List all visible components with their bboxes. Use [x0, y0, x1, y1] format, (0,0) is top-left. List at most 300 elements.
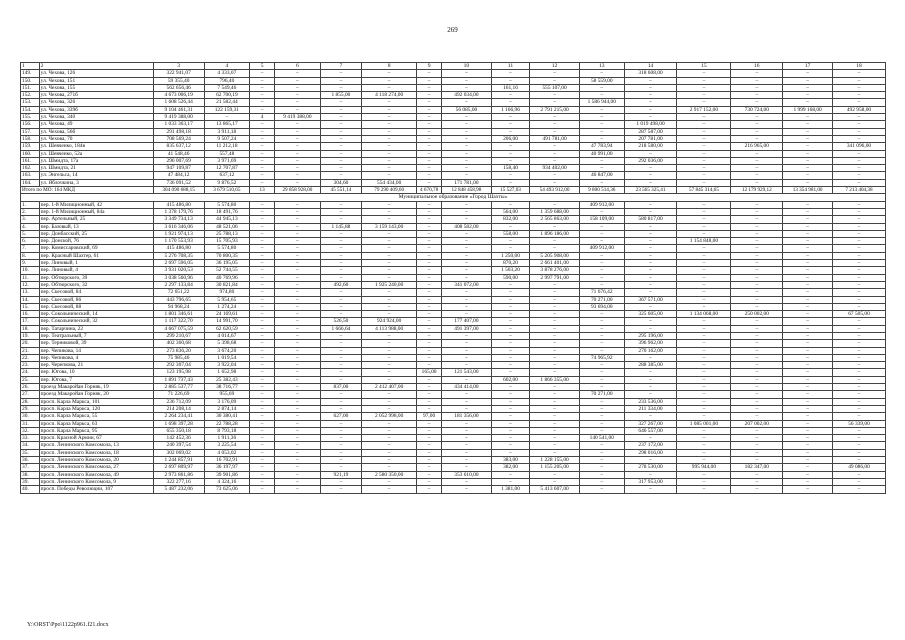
- value-cell: 1 855,00: [320, 92, 361, 99]
- total-value-cell: 54 493 912,00: [530, 187, 580, 194]
- value-cell: –: [783, 413, 833, 420]
- value-cell: –: [417, 106, 442, 113]
- table-row: [21, 332, 886, 339]
- page-number: 269: [447, 26, 458, 34]
- value-cell: 3 038 560,96: [153, 274, 204, 281]
- value-cell: –: [731, 238, 783, 245]
- value-cell: –: [275, 376, 321, 383]
- value-cell: 1 999 168,00: [783, 106, 833, 113]
- value-cell: –: [442, 449, 492, 456]
- value-cell: –: [320, 216, 361, 223]
- value-cell: –: [677, 172, 731, 179]
- value-cell: 97,00: [417, 413, 442, 420]
- value-cell: –: [624, 281, 677, 288]
- value-cell: –: [362, 216, 417, 223]
- value-cell: –: [320, 252, 361, 259]
- value-cell: –: [250, 413, 275, 420]
- value-cell: –: [362, 150, 417, 157]
- value-cell: –: [833, 427, 886, 434]
- value-cell: –: [320, 478, 361, 485]
- value-cell: –: [530, 223, 580, 230]
- value-cell: –: [491, 354, 529, 361]
- value-cell: –: [833, 267, 886, 274]
- value-cell: –: [783, 442, 833, 449]
- value-cell: 67 505,00: [833, 311, 886, 318]
- value-cell: –: [442, 420, 492, 427]
- value-cell: –: [204, 114, 250, 121]
- value-cell: 299 210,67: [153, 332, 204, 339]
- value-cell: –: [417, 296, 442, 303]
- table-row: [21, 106, 886, 113]
- value-cell: –: [417, 384, 442, 391]
- value-cell: –: [275, 478, 321, 485]
- value-cell: –: [579, 179, 624, 186]
- value-cell: –: [275, 435, 321, 442]
- row-number-cell: 163.: [21, 172, 40, 179]
- value-cell: –: [624, 471, 677, 478]
- value-cell: 1 801 346,61: [153, 311, 204, 318]
- value-cell: –: [677, 398, 731, 405]
- value-cell: –: [579, 362, 624, 369]
- value-cell: –: [417, 157, 442, 164]
- value-cell: –: [250, 354, 275, 361]
- value-cell: 353 610,00: [442, 471, 492, 478]
- value-cell: –: [783, 157, 833, 164]
- value-cell: –: [362, 449, 417, 456]
- value-cell: –: [677, 70, 731, 77]
- table-row: [21, 165, 886, 172]
- value-cell: –: [417, 92, 442, 99]
- value-cell: –: [833, 281, 886, 288]
- value-cell: 207 002,00: [731, 420, 783, 427]
- address-cell: пер. Скесовой, 86: [39, 296, 153, 303]
- value-cell: 70 271,00: [579, 296, 624, 303]
- value-cell: –: [530, 427, 580, 434]
- value-cell: 237 172,00: [624, 442, 677, 449]
- value-cell: 602,00: [491, 376, 529, 383]
- address-cell: просп. Ленинского Комсомола, 20: [39, 457, 153, 464]
- value-cell: –: [579, 332, 624, 339]
- value-cell: –: [624, 486, 677, 493]
- value-cell: 367 571,00: [624, 296, 677, 303]
- value-cell: –: [362, 362, 417, 369]
- value-cell: –: [783, 99, 833, 106]
- row-number-cell: 28.: [21, 398, 40, 405]
- address-cell: пер. Линовый, 4: [39, 267, 153, 274]
- total-value-cell: 7 213 404,38: [833, 187, 886, 194]
- value-cell: –: [783, 478, 833, 485]
- value-cell: –: [833, 347, 886, 354]
- value-cell: –: [624, 179, 677, 186]
- table-row: [21, 230, 886, 237]
- value-cell: –: [442, 376, 492, 383]
- value-cell: –: [677, 405, 731, 412]
- value-cell: –: [417, 449, 442, 456]
- value-cell: –: [491, 281, 529, 288]
- value-cell: 947 109,87: [153, 165, 204, 172]
- value-cell: –: [442, 354, 492, 361]
- value-cell: –: [442, 464, 492, 471]
- value-cell: –: [624, 376, 677, 383]
- table-row: [21, 391, 886, 398]
- value-cell: –: [833, 157, 886, 164]
- value-cell: –: [783, 121, 833, 128]
- value-cell: –: [783, 303, 833, 310]
- value-cell: –: [579, 427, 624, 434]
- value-cell: –: [677, 325, 731, 332]
- value-cell: 5 487 232,06: [153, 486, 204, 493]
- value-cell: 296 007,69: [153, 157, 204, 164]
- value-cell: –: [417, 478, 442, 485]
- value-cell: –: [362, 405, 417, 412]
- value-cell: –: [579, 471, 624, 478]
- value-cell: –: [624, 92, 677, 99]
- value-cell: –: [417, 245, 442, 252]
- table-row: [21, 77, 886, 84]
- value-cell: –: [250, 128, 275, 135]
- value-cell: –: [783, 435, 833, 442]
- address-cell: просп. Карла Маркса, 63: [39, 420, 153, 427]
- value-cell: –: [275, 252, 321, 259]
- value-cell: –: [417, 274, 442, 281]
- address-cell: просп. Карла Маркса, 55: [39, 413, 153, 420]
- value-cell: –: [624, 384, 677, 391]
- value-cell: –: [362, 172, 417, 179]
- value-cell: 1 170 553,93: [153, 238, 204, 245]
- value-cell: –: [320, 398, 361, 405]
- value-cell: 236 712,09: [153, 398, 204, 405]
- value-cell: –: [731, 230, 783, 237]
- value-cell: –: [320, 114, 361, 121]
- value-cell: 122 159,31: [204, 106, 250, 113]
- value-cell: –: [677, 413, 731, 420]
- total-value-cell: 13 354 981,00: [783, 187, 833, 194]
- value-cell: –: [275, 128, 321, 135]
- table-row: [21, 449, 886, 456]
- value-cell: 2 264 234,41: [153, 413, 204, 420]
- value-cell: –: [783, 77, 833, 84]
- total-value-cell: 45 551,14: [320, 187, 361, 194]
- row-number-cell: 14.: [21, 296, 40, 303]
- value-cell: 273 836,20: [153, 347, 204, 354]
- table-row: [21, 274, 886, 281]
- value-cell: –: [491, 478, 529, 485]
- value-cell: –: [579, 281, 624, 288]
- value-cell: 218 580,00: [624, 143, 677, 150]
- value-cell: –: [530, 289, 580, 296]
- value-cell: 1 608 526,44: [153, 99, 204, 106]
- row-number-cell: 1.: [21, 201, 40, 208]
- value-cell: –: [275, 216, 321, 223]
- row-number-cell: 162.: [21, 165, 40, 172]
- value-cell: 1 698 397,28: [153, 420, 204, 427]
- value-cell: –: [783, 332, 833, 339]
- value-cell: –: [624, 289, 677, 296]
- value-cell: –: [362, 128, 417, 135]
- value-cell: 9 507,24: [204, 135, 250, 142]
- value-cell: –: [362, 245, 417, 252]
- value-cell: 3 349 734,13: [153, 216, 204, 223]
- value-cell: 211 334,00: [624, 405, 677, 412]
- value-cell: –: [833, 84, 886, 91]
- row-number-cell: 153.: [21, 99, 40, 106]
- value-cell: –: [624, 303, 677, 310]
- value-cell: –: [783, 289, 833, 296]
- value-cell: –: [833, 92, 886, 99]
- value-cell: –: [320, 165, 361, 172]
- value-cell: 562 656,46: [153, 84, 204, 91]
- value-cell: –: [731, 245, 783, 252]
- value-cell: –: [320, 303, 361, 310]
- value-cell: 140 541,00: [579, 435, 624, 442]
- value-cell: –: [442, 252, 492, 259]
- row-number-cell: 157.: [21, 128, 40, 135]
- value-cell: –: [442, 245, 492, 252]
- value-cell: –: [491, 340, 529, 347]
- value-cell: –: [731, 165, 783, 172]
- value-cell: –: [442, 238, 492, 245]
- value-cell: –: [250, 223, 275, 230]
- table-row: [21, 172, 886, 179]
- value-cell: –: [320, 486, 361, 493]
- value-cell: –: [491, 347, 529, 354]
- row-number-cell: 31.: [21, 420, 40, 427]
- value-cell: –: [624, 150, 677, 157]
- table-row: [21, 128, 886, 135]
- value-cell: 5 954,65: [204, 296, 250, 303]
- value-cell: –: [250, 478, 275, 485]
- value-cell: –: [783, 347, 833, 354]
- value-cell: –: [250, 150, 275, 157]
- value-cell: –: [731, 135, 783, 142]
- value-cell: 16 702,91: [204, 457, 250, 464]
- value-cell: –: [783, 223, 833, 230]
- row-number-cell: 151.: [21, 84, 40, 91]
- total-value-cell: 23 565 325,41: [624, 187, 677, 194]
- value-cell: –: [320, 464, 361, 471]
- row-number-cell: 4.: [21, 223, 40, 230]
- value-cell: –: [783, 172, 833, 179]
- value-cell: –: [783, 384, 833, 391]
- value-cell: –: [530, 369, 580, 376]
- value-cell: 74 965,92: [579, 354, 624, 361]
- value-cell: –: [731, 201, 783, 208]
- value-cell: 291 498,18: [153, 128, 204, 135]
- value-cell: –: [579, 70, 624, 77]
- value-cell: 3 911,18: [204, 128, 250, 135]
- value-cell: –: [250, 427, 275, 434]
- table-row: [21, 150, 886, 157]
- value-cell: 3 674,20: [204, 347, 250, 354]
- value-cell: –: [530, 318, 580, 325]
- row-number-cell: 26.: [21, 384, 40, 391]
- value-cell: 1 911,36: [204, 435, 250, 442]
- value-cell: –: [362, 376, 417, 383]
- value-cell: –: [731, 435, 783, 442]
- table-row: [21, 457, 886, 464]
- value-cell: –: [250, 165, 275, 172]
- value-cell: 1 019,54: [204, 354, 250, 361]
- section-header-row: [21, 194, 886, 201]
- value-cell: –: [442, 442, 492, 449]
- value-cell: –: [362, 311, 417, 318]
- value-cell: –: [275, 208, 321, 215]
- address-cell: ул. Чехова, 339б: [39, 106, 153, 113]
- value-cell: –: [250, 391, 275, 398]
- value-cell: 736 091,52: [153, 179, 204, 186]
- value-cell: –: [442, 427, 492, 434]
- value-cell: –: [442, 347, 492, 354]
- value-cell: 5: [250, 63, 275, 70]
- footer-file-path: Y:\ORST\Ppo\1122p961.f21.docx: [27, 622, 109, 628]
- value-cell: –: [783, 201, 833, 208]
- total-value-cell: 4 670,78: [417, 187, 442, 194]
- row-number-cell: 29.: [21, 405, 40, 412]
- value-cell: –: [783, 70, 833, 77]
- value-cell: –: [250, 340, 275, 347]
- row-number-cell: 3.: [21, 216, 40, 223]
- value-cell: –: [442, 172, 492, 179]
- value-cell: 492,60: [320, 281, 361, 288]
- value-cell: –: [677, 347, 731, 354]
- value-cell: –: [731, 128, 783, 135]
- value-cell: 590,00: [491, 274, 529, 281]
- value-cell: –: [530, 143, 580, 150]
- value-cell: –: [624, 318, 677, 325]
- value-cell: –: [530, 384, 580, 391]
- value-cell: –: [491, 311, 529, 318]
- value-cell: 1 166,96: [491, 106, 529, 113]
- value-cell: –: [491, 143, 529, 150]
- row-number-cell: 6.: [21, 238, 40, 245]
- value-cell: –: [677, 150, 731, 157]
- total-label: Итого по МО: 164 МКД: [21, 187, 154, 194]
- value-cell: 71 226,69: [153, 391, 204, 398]
- value-cell: –: [320, 442, 361, 449]
- value-cell: –: [579, 230, 624, 237]
- value-cell: –: [530, 238, 580, 245]
- value-cell: –: [677, 354, 731, 361]
- value-cell: –: [783, 325, 833, 332]
- value-cell: –: [731, 92, 783, 99]
- value-cell: –: [579, 223, 624, 230]
- value-cell: –: [624, 99, 677, 106]
- value-cell: 934 402,00: [530, 165, 580, 172]
- value-cell: –: [491, 398, 529, 405]
- value-cell: 402 360,68: [153, 340, 204, 347]
- value-cell: –: [275, 260, 321, 267]
- value-cell: –: [250, 457, 275, 464]
- value-cell: –: [677, 165, 731, 172]
- value-cell: 72 651,22: [153, 289, 204, 296]
- address-cell: ул. Шевченко, 52а: [39, 150, 153, 157]
- value-cell: 12 707,87: [204, 165, 250, 172]
- value-cell: –: [833, 260, 886, 267]
- table-row: [21, 471, 886, 478]
- address-cell: пер. 1-й Милиционный, 42: [39, 201, 153, 208]
- value-cell: 1 145,88: [320, 223, 361, 230]
- value-cell: –: [491, 332, 529, 339]
- value-cell: –: [362, 252, 417, 259]
- value-cell: –: [491, 179, 529, 186]
- value-cell: –: [362, 274, 417, 281]
- address-cell: ул. Чехова, 271б: [39, 92, 153, 99]
- value-cell: –: [677, 92, 731, 99]
- value-cell: –: [362, 347, 417, 354]
- value-cell: –: [731, 391, 783, 398]
- value-cell: –: [417, 179, 442, 186]
- value-cell: –: [783, 427, 833, 434]
- value-cell: –: [731, 84, 783, 91]
- value-cell: 36 195,05: [204, 260, 250, 267]
- value-cell: –: [530, 405, 580, 412]
- value-cell: 491 397,00: [442, 325, 492, 332]
- value-cell: –: [362, 296, 417, 303]
- value-cell: –: [579, 384, 624, 391]
- value-cell: –: [731, 208, 783, 215]
- value-cell: –: [624, 238, 677, 245]
- value-cell: 921,19: [320, 471, 361, 478]
- row-number-cell: 33.: [21, 435, 40, 442]
- value-cell: –: [783, 128, 833, 135]
- value-cell: 409 912,00: [579, 201, 624, 208]
- row-number-cell: 161.: [21, 157, 40, 164]
- value-cell: 207 781,00: [624, 135, 677, 142]
- value-cell: 5 574,80: [204, 201, 250, 208]
- total-value-cell: 12 179 929,12: [731, 187, 783, 194]
- value-cell: –: [833, 216, 886, 223]
- value-cell: –: [491, 128, 529, 135]
- value-cell: –: [731, 376, 783, 383]
- value-cell: –: [579, 340, 624, 347]
- value-cell: 73 625,06: [204, 486, 250, 493]
- value-cell: –: [731, 486, 783, 493]
- value-cell: 161,16: [491, 84, 529, 91]
- row-number-cell: 37.: [21, 464, 40, 471]
- value-cell: –: [579, 238, 624, 245]
- value-cell: 10: [442, 63, 492, 70]
- value-cell: –: [491, 303, 529, 310]
- value-cell: –: [362, 427, 417, 434]
- total-value-cell: 13: [250, 187, 275, 194]
- value-cell: –: [624, 435, 677, 442]
- value-cell: –: [624, 354, 677, 361]
- row-number-cell: 18.: [21, 325, 40, 332]
- value-cell: –: [783, 457, 833, 464]
- value-cell: –: [731, 252, 783, 259]
- table-row: [21, 369, 886, 376]
- value-cell: 730 724,00: [731, 106, 783, 113]
- value-cell: –: [250, 296, 275, 303]
- value-cell: –: [677, 128, 731, 135]
- value-cell: –: [579, 311, 624, 318]
- value-cell: –: [579, 121, 624, 128]
- value-cell: –: [417, 427, 442, 434]
- row-number-cell: 25.: [21, 376, 40, 383]
- value-cell: –: [833, 201, 886, 208]
- value-cell: –: [783, 179, 833, 186]
- value-cell: –: [833, 478, 886, 485]
- value-cell: 4 118 274,00: [362, 92, 417, 99]
- value-cell: –: [530, 150, 580, 157]
- value-cell: –: [624, 260, 677, 267]
- value-cell: 555 107,00: [530, 84, 580, 91]
- table-row: [21, 92, 886, 99]
- table-row: [21, 405, 886, 412]
- value-cell: –: [579, 369, 624, 376]
- value-cell: 15: [677, 63, 731, 70]
- value-cell: –: [579, 106, 624, 113]
